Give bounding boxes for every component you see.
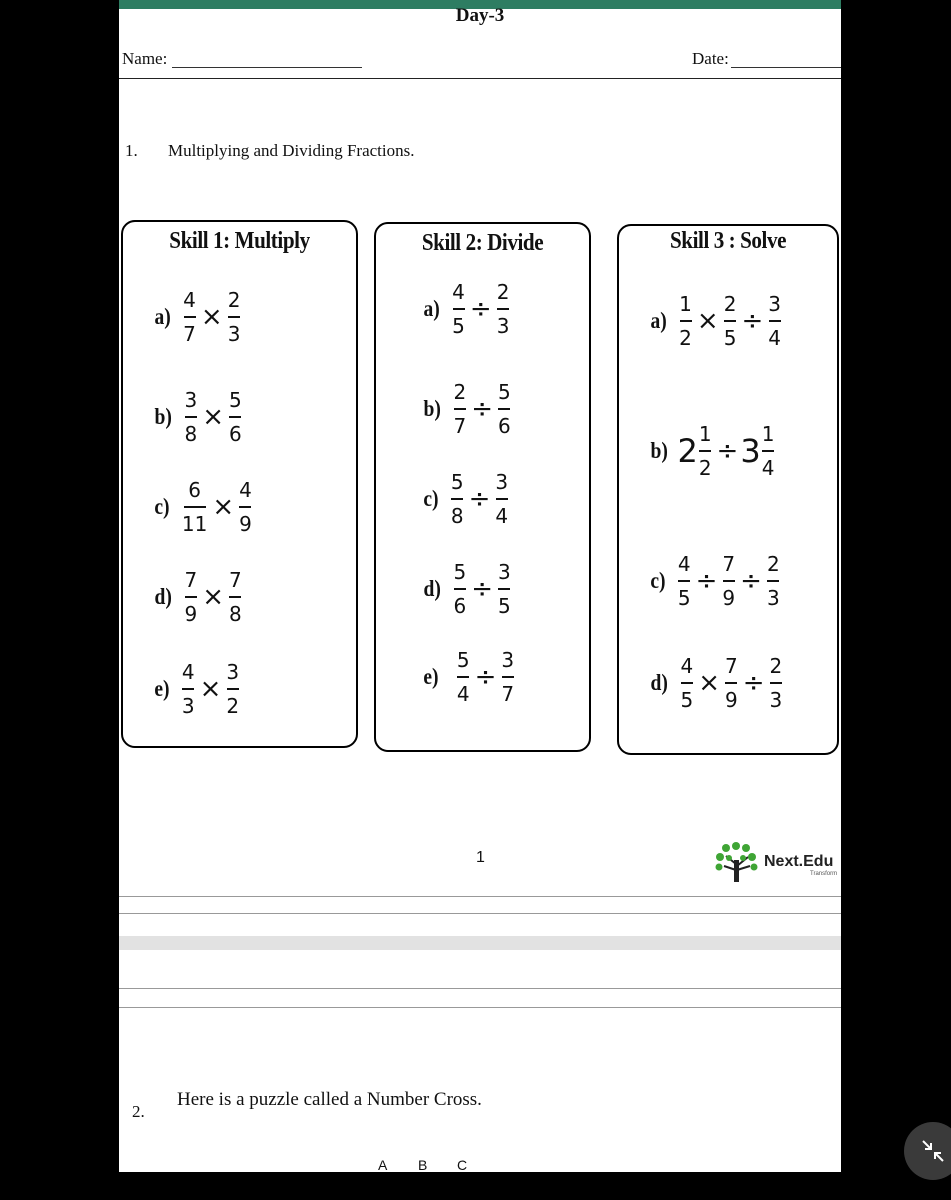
fraction-numerator: 5 xyxy=(497,380,511,404)
problem-label: d) xyxy=(423,576,441,601)
fraction-denominator: 8 xyxy=(450,504,464,528)
problem-label: b) xyxy=(154,404,172,429)
problem-label: c) xyxy=(423,486,439,511)
fraction-denominator: 5 xyxy=(723,326,737,350)
divider xyxy=(119,913,841,914)
fraction-numerator: 5 xyxy=(453,560,467,584)
fraction-numerator: 7 xyxy=(724,654,738,678)
fraction-denominator: 4 xyxy=(768,326,781,350)
next-edu-logo xyxy=(714,838,841,886)
problem-label: d) xyxy=(154,584,172,609)
fraction-numerator: 3 xyxy=(497,560,511,584)
fraction-numerator: 2 xyxy=(766,552,780,576)
skill-1-problem-d xyxy=(153,562,245,632)
fraction-denominator: 6 xyxy=(228,422,242,446)
fraction-denominator: 3 xyxy=(769,688,783,712)
operator: ÷ xyxy=(741,306,764,336)
collapse-arrows-icon xyxy=(920,1138,946,1164)
fraction-denominator: 8 xyxy=(184,422,198,446)
problem-label: b) xyxy=(650,438,668,463)
problem-label: a) xyxy=(650,308,667,333)
fraction-denominator: 7 xyxy=(183,322,196,346)
skill-3-problem-d xyxy=(649,648,785,718)
skill-2-problem-d xyxy=(422,554,514,624)
fraction-denominator: 5 xyxy=(452,314,465,338)
fraction-denominator: 5 xyxy=(677,586,691,610)
skill-1-problem-a xyxy=(153,282,243,352)
fraction-denominator: 6 xyxy=(497,414,511,438)
fraction-numerator: 5 xyxy=(456,648,470,672)
operator: × xyxy=(202,582,224,612)
skill-2-problem-a xyxy=(422,274,512,344)
fraction-numerator: 5 xyxy=(228,388,242,412)
skill-3-problem-c xyxy=(649,546,783,616)
fraction-denominator: 3 xyxy=(496,314,510,338)
fraction-numerator: 1 xyxy=(679,292,692,316)
skill-3-problem-a xyxy=(649,286,784,356)
operator: ÷ xyxy=(716,436,739,466)
page-break-band xyxy=(119,936,841,950)
fraction-numerator: 2 xyxy=(453,380,467,404)
operator: × xyxy=(199,674,222,704)
question-2-number: 2. xyxy=(132,1102,145,1121)
fraction-numerator: 7 xyxy=(722,552,736,576)
header-divider xyxy=(119,78,841,79)
problem-label: a) xyxy=(423,296,440,321)
fraction-numerator: 1 xyxy=(698,422,712,446)
fraction-numerator: 3 xyxy=(495,470,509,494)
divider xyxy=(119,1007,841,1008)
operator: ÷ xyxy=(468,484,491,514)
whole-number: 2 xyxy=(677,432,698,470)
fraction-denominator: 3 xyxy=(766,586,780,610)
fraction-denominator: 3 xyxy=(181,694,195,718)
fraction-numerator: 2 xyxy=(496,280,510,304)
fraction-numerator: 4 xyxy=(680,654,694,678)
fraction-denominator: 5 xyxy=(680,688,694,712)
name-label: Name: xyxy=(122,49,168,68)
divider xyxy=(119,988,841,989)
fraction-numerator: 5 xyxy=(450,470,464,494)
worksheet-page xyxy=(119,0,841,1172)
fraction-numerator: 4 xyxy=(183,288,196,312)
fraction-denominator: 6 xyxy=(453,594,467,618)
problem-label: e) xyxy=(423,664,439,689)
problem-label: c) xyxy=(154,494,170,519)
column-label-a: A xyxy=(378,1157,388,1172)
fraction-numerator: 4 xyxy=(239,478,252,502)
problem-label: b) xyxy=(423,396,441,421)
operator: × xyxy=(202,402,224,432)
operator: ÷ xyxy=(740,566,762,596)
logo-text: Next.Edu xyxy=(764,853,834,870)
skill-2-title: Skill 2: Divide xyxy=(421,230,544,256)
question-1-number: 1. xyxy=(125,141,138,160)
operator: ÷ xyxy=(471,394,493,424)
skill-1-title: Skill 1: Multiply xyxy=(169,228,310,254)
operator: × xyxy=(698,668,720,698)
fraction-denominator: 9 xyxy=(724,688,738,712)
fraction-denominator: 9 xyxy=(184,602,198,626)
fraction-denominator: 5 xyxy=(497,594,511,618)
skill-3-problem-b xyxy=(649,416,777,486)
fraction-numerator: 4 xyxy=(181,660,195,684)
operator: × xyxy=(696,306,719,336)
question-2-text: Here is a puzzle called a Number Cross. xyxy=(177,1089,482,1110)
whole-number: 3 xyxy=(740,432,761,470)
fraction-denominator: 7 xyxy=(501,682,515,706)
fraction-denominator: 4 xyxy=(495,504,509,528)
logo-subtext: Transform xyxy=(810,871,838,877)
fraction-denominator: 7 xyxy=(453,414,467,438)
skill-2-problem-e xyxy=(422,642,517,712)
fraction-numerator: 3 xyxy=(768,292,781,316)
skill-1-problem-c xyxy=(153,472,255,542)
fraction-numerator: 6 xyxy=(188,478,201,502)
operator: ÷ xyxy=(469,294,492,324)
fraction-denominator: 2 xyxy=(679,326,692,350)
fraction-denominator: 8 xyxy=(228,602,242,626)
operator: × xyxy=(212,492,235,522)
problem-label: e) xyxy=(154,676,170,701)
fraction-denominator: 2 xyxy=(226,694,240,718)
skill-3-box xyxy=(617,224,839,755)
fraction-numerator: 4 xyxy=(452,280,465,304)
fraction-numerator: 2 xyxy=(723,292,737,316)
page-number: 1 xyxy=(476,849,485,866)
fraction-numerator: 7 xyxy=(228,568,242,592)
fraction-denominator: 11 xyxy=(181,512,208,536)
operator: ÷ xyxy=(471,574,493,604)
fraction-numerator: 3 xyxy=(501,648,515,672)
date-label: Date: xyxy=(692,49,729,68)
divider xyxy=(119,896,841,897)
skill-1-problem-b xyxy=(153,382,245,452)
skill-1-box xyxy=(121,220,358,748)
question-1-text: Multiplying and Dividing Fractions. xyxy=(168,141,415,160)
skill-2-problem-b xyxy=(422,374,514,444)
fraction-denominator: 2 xyxy=(698,456,712,480)
fraction-numerator: 3 xyxy=(226,660,240,684)
skill-1-problem-e xyxy=(153,654,242,724)
column-label-c: C xyxy=(457,1157,468,1172)
fraction-denominator: 9 xyxy=(722,586,736,610)
skill-2-box xyxy=(374,222,591,752)
fraction-denominator: 4 xyxy=(456,682,470,706)
fraction-numerator: 2 xyxy=(769,654,783,678)
name-blank-line xyxy=(172,67,362,68)
fraction-numerator: 7 xyxy=(184,568,198,592)
column-label-b: B xyxy=(418,1157,428,1172)
fraction-numerator: 2 xyxy=(227,288,241,312)
fraction-denominator: 4 xyxy=(761,456,775,480)
problem-label: c) xyxy=(650,568,666,593)
problem-label: d) xyxy=(650,670,668,695)
operator: ÷ xyxy=(742,668,765,698)
tree-icon xyxy=(714,838,760,886)
problem-label: a) xyxy=(154,304,171,329)
operator: ÷ xyxy=(474,662,497,692)
page-title: Day-3 xyxy=(455,5,505,26)
fraction-numerator: 1 xyxy=(761,422,775,446)
fraction-numerator: 3 xyxy=(184,388,198,412)
exit-fullscreen-button[interactable] xyxy=(904,1122,951,1180)
operator: × xyxy=(200,302,223,332)
fraction-denominator: 3 xyxy=(227,322,241,346)
operator: ÷ xyxy=(695,566,718,596)
skill-2-problem-c xyxy=(422,464,511,534)
date-blank-line xyxy=(731,67,841,68)
fraction-denominator: 9 xyxy=(239,512,252,536)
skill-3-title: Skill 3 : Solve xyxy=(669,228,787,254)
fraction-numerator: 4 xyxy=(677,552,691,576)
